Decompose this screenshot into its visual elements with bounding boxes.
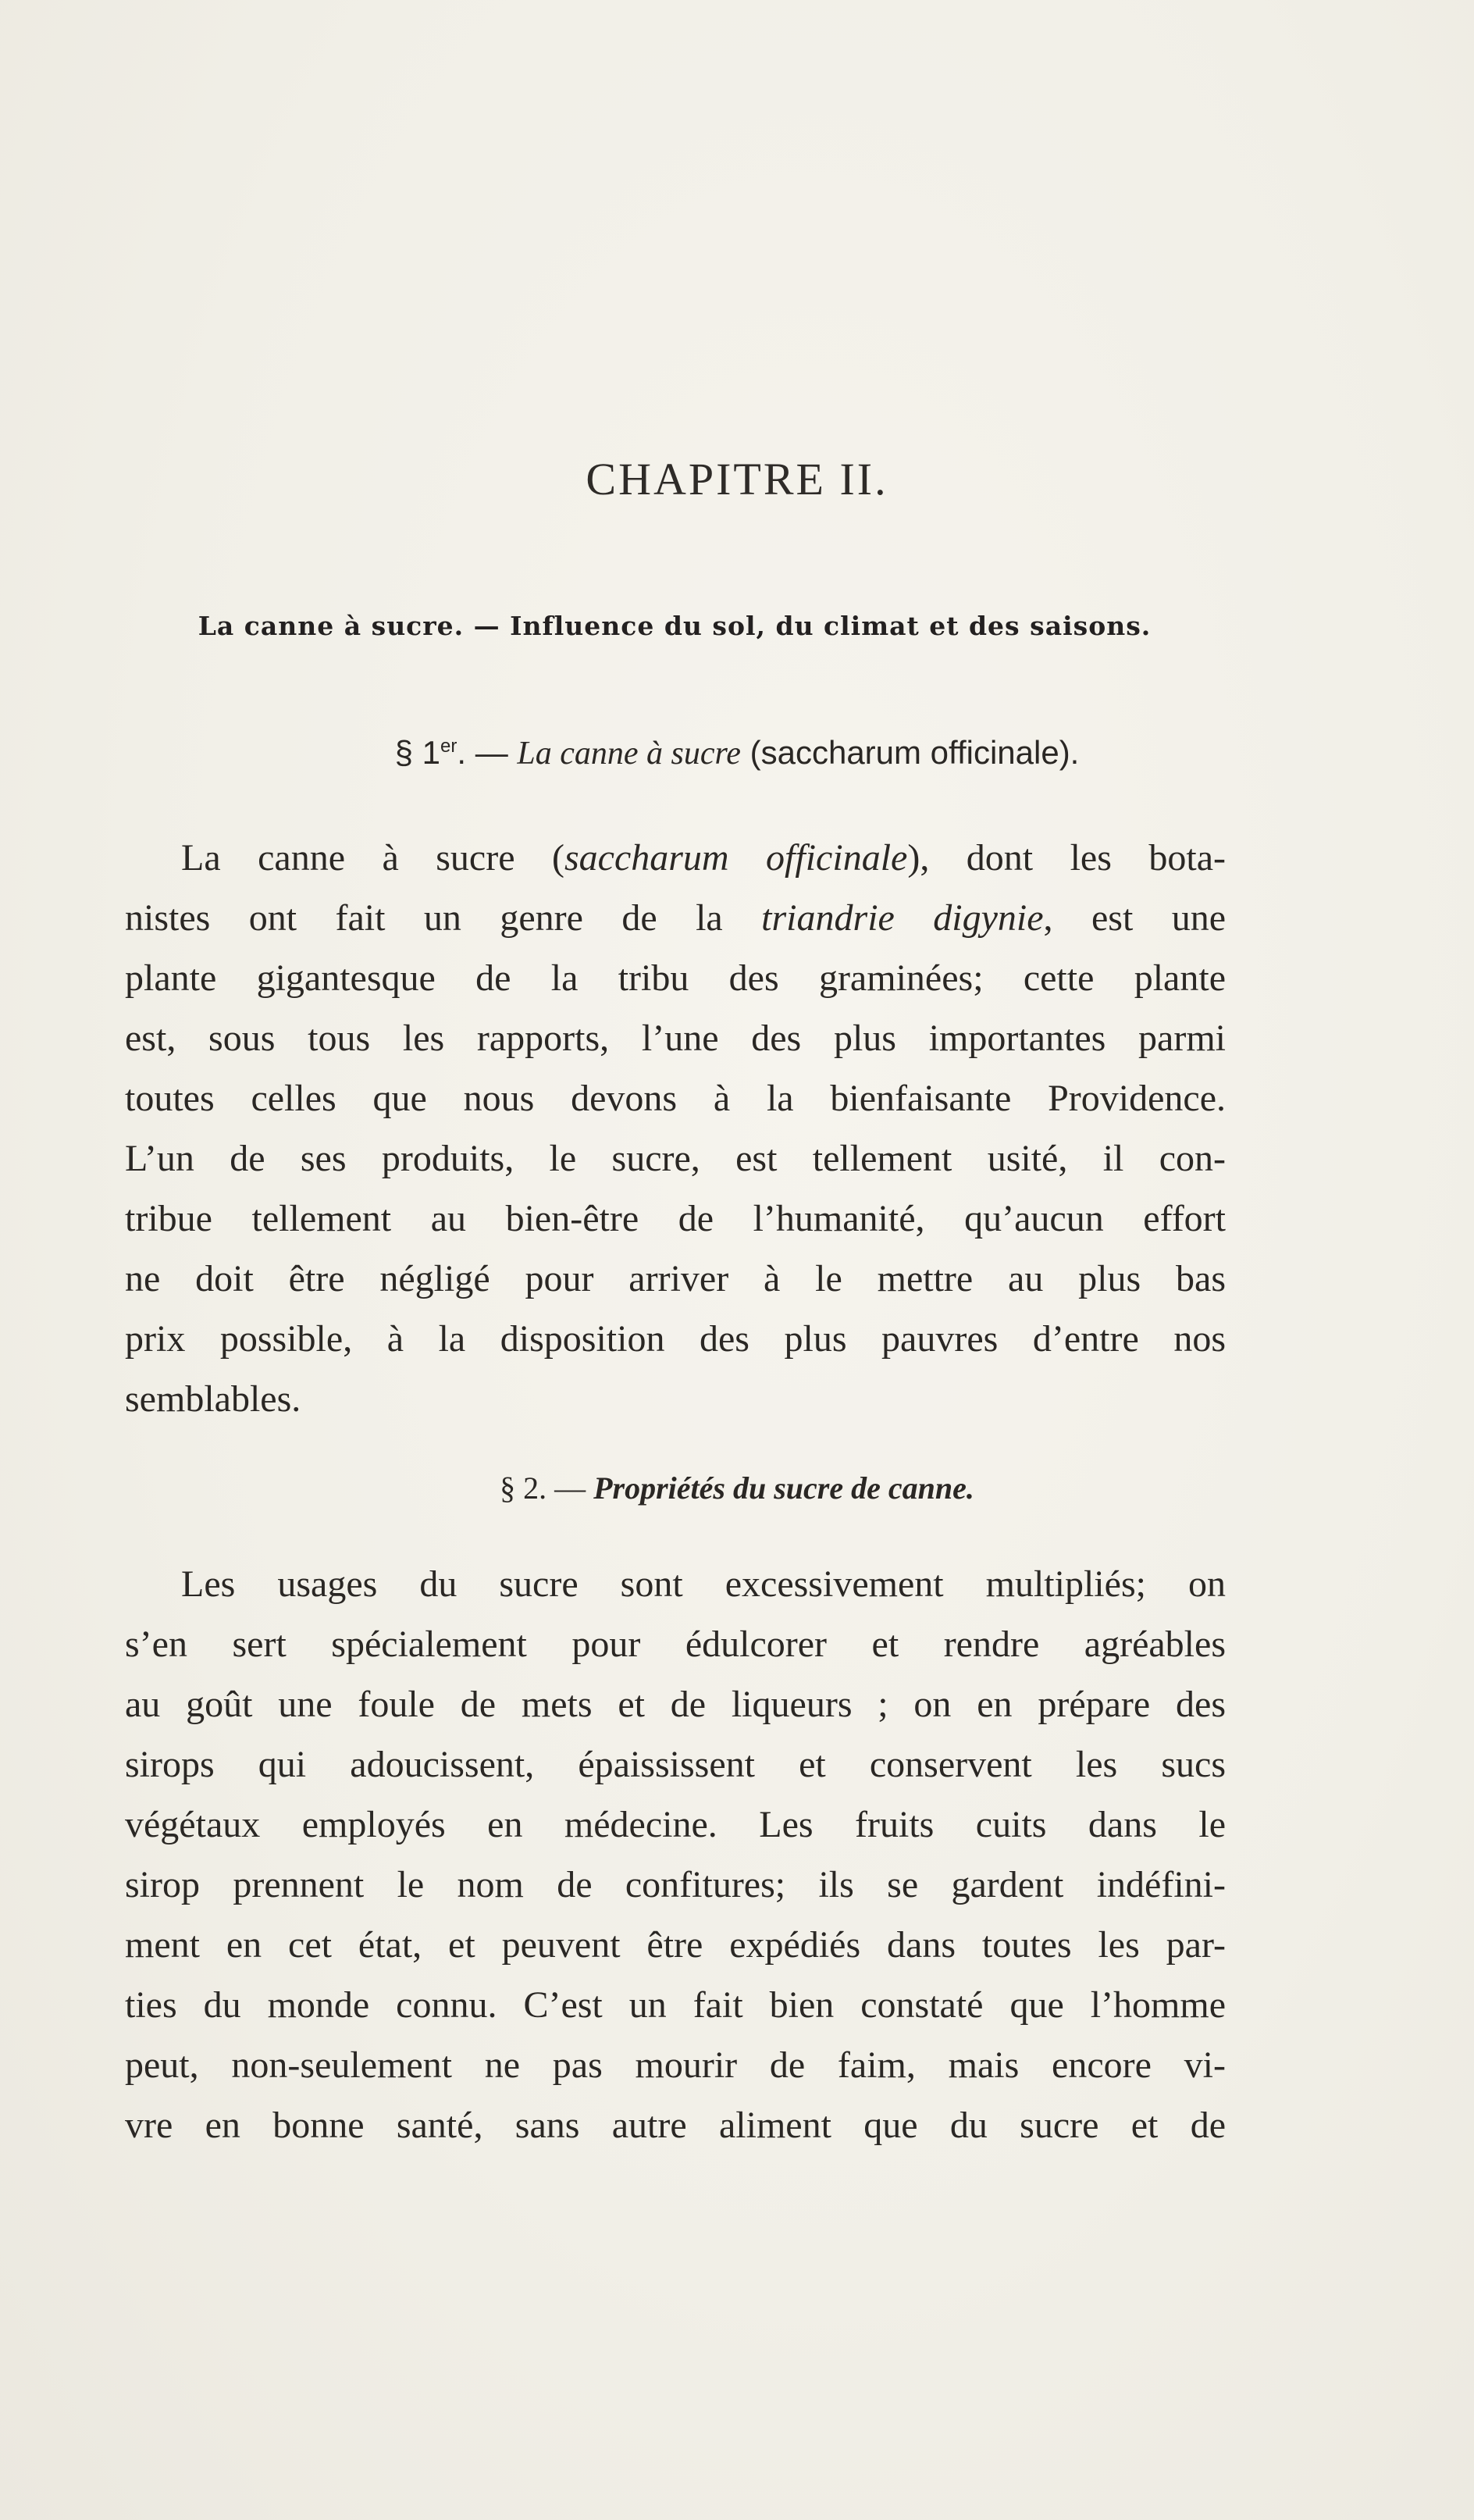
paragraph-2	[125, 1554, 1226, 2155]
paragraph-line: semblables.	[125, 1378, 301, 1420]
section-1-latin: (saccharum officinale).	[740, 734, 1080, 771]
section-2-dash: —	[547, 1470, 594, 1506]
paragraph-line: vre en bonne santé, sans autre aliment que du sucre et de	[125, 2105, 1226, 2146]
paragraph-line: L’un de ses produits, le sucre, est tellement usité, il con-	[125, 1138, 1226, 1179]
chapter-summary: La canne à sucre. — Influence du sol, du climat et des saisons.	[198, 611, 1152, 641]
section-2-title: Propriétés du sucre de canne.	[593, 1470, 974, 1506]
paragraph-line: au goût une foule de mets et de liqueurs ; on en prépare des	[125, 1684, 1226, 1725]
section-1-heading	[0, 734, 1474, 772]
paragraph-line: prix possible, à la disposition des plus pauvres d’entre nos	[125, 1318, 1226, 1360]
section-2-heading	[0, 1470, 1474, 1506]
paragraph-line: végétaux employés en médecine. Les fruits cuits dans le	[125, 1804, 1226, 1845]
section-1-dash: . —	[457, 734, 518, 771]
paragraph-line: tribue tellement au bien-être de l’humanité, qu’aucun effort	[125, 1198, 1226, 1239]
section-1-title: La canne à sucre	[517, 736, 741, 772]
paragraph-line: sirop prennent le nom de confitures; ils se gardent indéfini-	[125, 1864, 1226, 1905]
text-run: nistes ont fait un genre de la	[125, 897, 762, 939]
paragraph-line: sirops qui adoucissent, épaississent et conservent les sucs	[125, 1744, 1226, 1785]
section-2-number: § 2.	[500, 1470, 547, 1506]
section-1-number-sup: er	[440, 736, 458, 757]
botanical-term: triandrie digynie	[761, 897, 1044, 939]
text-run: La canne à sucre (	[181, 837, 564, 879]
chapter-title: CHAPITRE II.	[586, 454, 888, 504]
paragraph-line: Les usages du sucre sont excessivement multipliés; on	[181, 1563, 1226, 1605]
paragraph-line	[125, 828, 1226, 888]
paragraph-line: ties du monde connu. C’est un fait bien constaté que l’homme	[125, 1984, 1226, 2026]
paragraph-1	[125, 828, 1226, 1429]
paragraph-line: plante gigantesque de la tribu des graminées; cette plante	[125, 957, 1226, 999]
paragraph-line: peut, non-seulement ne pas mourir de faim, mais encore vi-	[125, 2044, 1226, 2086]
paragraph-line: ne doit être négligé pour arriver à le mettre au plus bas	[125, 1258, 1226, 1299]
paragraph-line: toutes celles que nous devons à la bienfaisante Providence.	[125, 1078, 1226, 1119]
text-run: ), dont les bota-	[907, 837, 1226, 879]
paragraph-line: s’en sert spécialement pour édulcorer et rendre agréables	[125, 1624, 1226, 1665]
paragraph-line	[125, 888, 1226, 948]
latin-term: saccharum officinale	[564, 837, 908, 879]
text-run: , est une	[1043, 897, 1227, 939]
paragraph-line: ment en cet état, et peuvent être expédiés dans toutes les par-	[125, 1924, 1226, 1966]
paragraph-line: est, sous tous les rapports, l’une des plus importantes parmi	[125, 1018, 1226, 1059]
section-1-number: § 1	[394, 734, 441, 771]
